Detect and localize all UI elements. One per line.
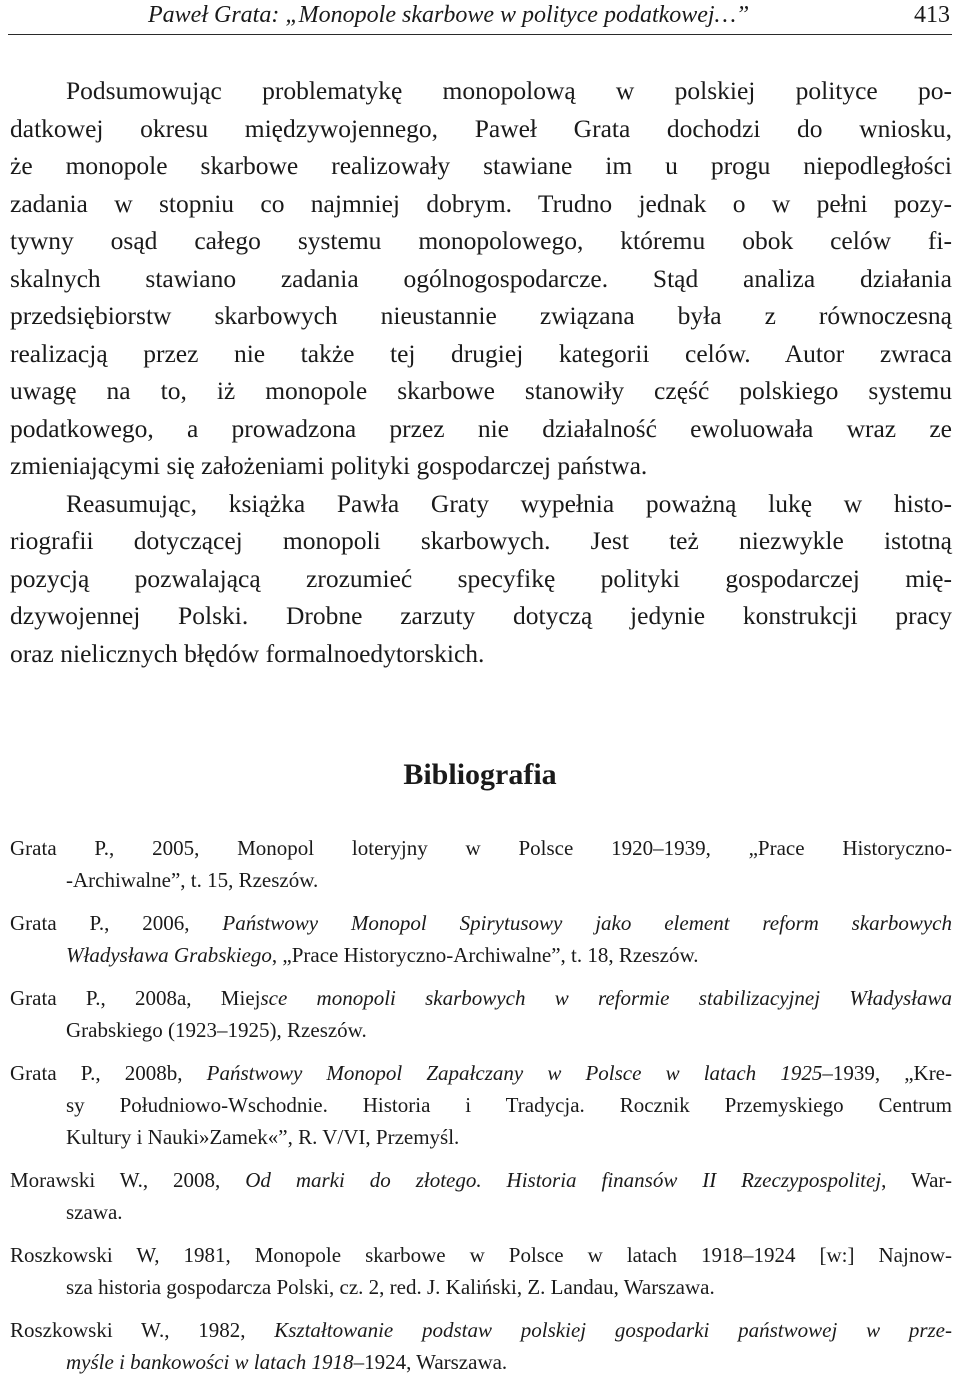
- bibliography-line: [10, 1121, 952, 1153]
- bibliography-entry: [10, 982, 952, 1046]
- body-line: realizacją przez nie także tej drugiej kategorii celów. Autor zwraca: [10, 338, 952, 368]
- body-line: podatkowego, a prowadzona przez nie działalność ewoluowała wraz ze: [10, 413, 952, 443]
- text-run: Grata P., 2005, Monopol loteryjny w Polsce 1920–1939, „Prace Historyczno-: [10, 836, 952, 860]
- body-line: przedsiębiorstw skarbowych nieustannie związana była z równoczesną: [10, 301, 952, 330]
- body-line: datkowej okresu międzywojennego, Paweł Grata dochodzi do wniosku,: [10, 113, 952, 143]
- body-line: uwagę na to, iż monopole skarbowe stanowiły część polskiego systemu: [10, 376, 952, 405]
- italic-run: Władysława Grabskiego: [66, 943, 272, 967]
- text-run: Morawski W., 2008,: [10, 1168, 246, 1192]
- text-run: szawa.: [66, 1200, 123, 1224]
- bibliography-line: [10, 982, 952, 1014]
- bibliography-heading: Bibliografia: [403, 758, 557, 791]
- bibliography-line: [10, 1346, 952, 1378]
- bibliography-line: [10, 907, 952, 939]
- italic-run: sce monopoli skarbowych w reformie stabilizacyjnej Władysława: [260, 986, 952, 1010]
- text-run: Kultury i Nauki»Zamek«”, R. V/VI, Przemyśl.: [66, 1125, 460, 1149]
- text-run: Grabskiego (1923–1925), Rzeszów.: [66, 1018, 367, 1042]
- text-run: Roszkowski W., 1982,: [10, 1318, 275, 1342]
- bibliography-entry: [10, 907, 952, 971]
- bibliography-line: [10, 1196, 952, 1228]
- body-line: tywny osąd całego systemu monopolowego, któremu obok celów fi-: [10, 226, 952, 255]
- bibliography-entry: [10, 832, 952, 896]
- running-header: [8, 0, 952, 35]
- page-number: 413: [914, 2, 950, 28]
- body-line: dzywojennej Polski. Drobne zarzuty dotyczą jedynie konstrukcji pracy: [10, 601, 952, 630]
- bibliography-entry: [10, 1057, 952, 1153]
- bibliography-list: [10, 832, 952, 1389]
- text-run: sy Południowo-Wschodnie. Historia i Tradycja. Rocznik Przemyskiego Centrum: [66, 1093, 952, 1117]
- bibliography-line: [10, 1239, 952, 1271]
- body-line: Reasumując, książka Pawła Graty wypełnia poważną lukę w histo-: [66, 488, 952, 518]
- body-line: zadania w stopniu co najmniej dobrym. Trudno jednak o w pełni pozy-: [10, 188, 952, 218]
- text-run: Grata P., 2006,: [10, 911, 223, 935]
- bibliography-line: [10, 1271, 952, 1303]
- body-line: Podsumowując problematykę monopolową w polskiej polityce po-: [66, 76, 952, 105]
- body-line: skalnych stawiano zadania ogólnogospodarcze. Stąd analiza działania: [10, 263, 952, 293]
- bibliography-line: [10, 832, 952, 864]
- italic-run: myśle i bankowości w latach 1918: [66, 1350, 354, 1374]
- italic-run: Kształtowanie podstaw polskiej gospodarki państwowej w prze-: [274, 1318, 952, 1342]
- bibliography-line: [10, 1057, 952, 1089]
- text-run: , „Prace Historyczno-Archiwalne”, t. 18, Rzeszów.: [271, 943, 699, 967]
- italic-run: Państwowy Monopol Zapałczany w Polsce w latach 1925: [206, 1061, 823, 1085]
- body-line: że monopole skarbowe realizowały stawiane im u progu niepodległości: [10, 151, 952, 180]
- body-line: oraz nielicznych błędów formalnoedytorskich.: [10, 638, 485, 668]
- running-title: Paweł Grata: „Monopole skarbowe w polityce podatkowej…”: [148, 2, 750, 28]
- bibliography-line: [10, 864, 952, 896]
- bibliography-line: [10, 1164, 952, 1196]
- body-text: [10, 72, 952, 672]
- bibliography-line: [10, 1014, 952, 1046]
- text-run: -Archiwalne”, t. 15, Rzeszów.: [66, 868, 319, 892]
- body-line: riografii dotyczącej monopoli skarbowych. Jest też niezwykle istotną: [10, 526, 952, 555]
- body-line: zmieniającymi się założeniami polityki gospodarczej państwa.: [10, 451, 648, 480]
- italic-run: Od marki do złotego. Historia finansów II Rzeczypospolitej: [245, 1168, 882, 1192]
- text-run: Grata P., 2008a, Miej: [10, 986, 261, 1010]
- bibliography-line: [10, 939, 952, 971]
- bibliography-line: [10, 1089, 952, 1121]
- text-run: –1939, „Kre-: [822, 1061, 952, 1085]
- body-line: pozycją pozwalającą zrozumieć specyfikę polityki gospodarczej mię-: [10, 563, 952, 593]
- italic-run: Państwowy Monopol Spirytusowy jako element reform skarbowych: [222, 911, 952, 935]
- text-run: Roszkowski W, 1981, Monopole skarbowe w Polsce w latach 1918–1924 [w:] Najnow-: [10, 1243, 952, 1267]
- bibliography-entry: [10, 1164, 952, 1228]
- text-run: , War-: [881, 1168, 952, 1192]
- text-run: sza historia gospodarcza Polski, cz. 2, red. J. Kaliński, Z. Landau, Warszawa.: [66, 1275, 715, 1299]
- text-run: –1924, Warszawa.: [353, 1350, 508, 1374]
- bibliography-line: [10, 1314, 952, 1346]
- text-run: Grata P., 2008b,: [10, 1061, 207, 1085]
- bibliography-entry: [10, 1239, 952, 1303]
